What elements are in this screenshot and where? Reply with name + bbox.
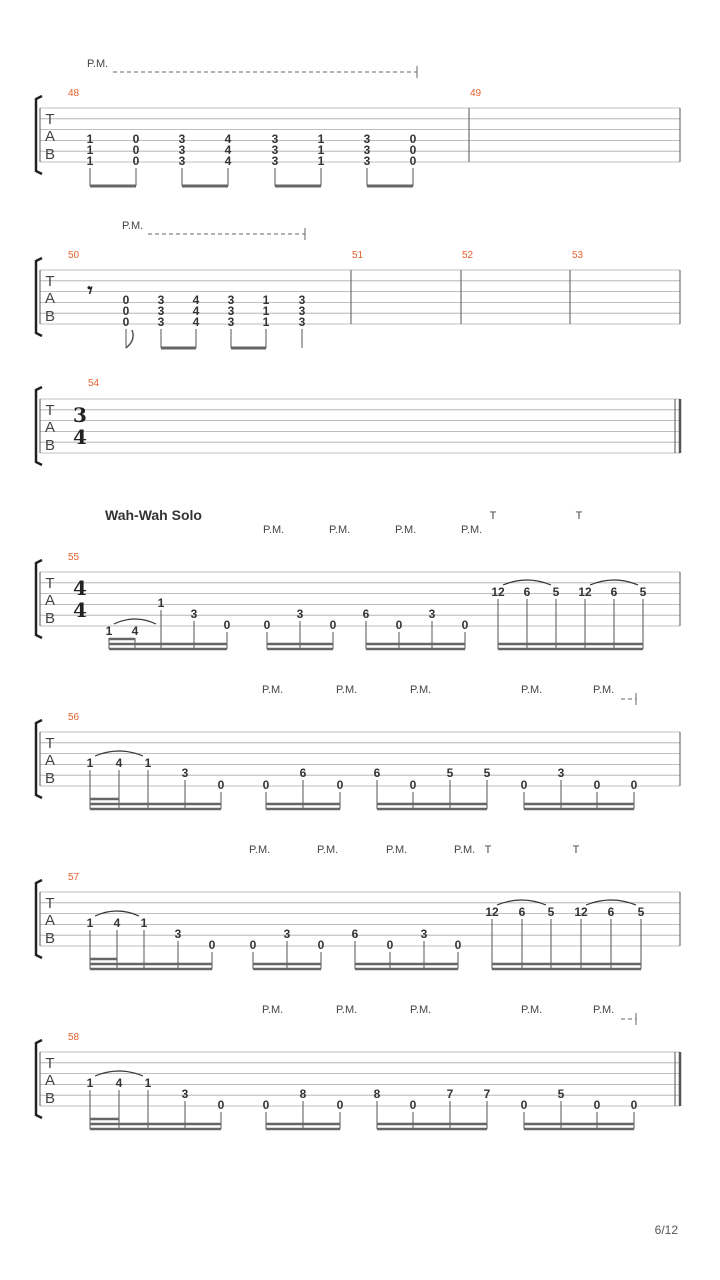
tap-marker: T [484, 844, 492, 856]
chord-fret-number: 3 [298, 315, 306, 329]
fret-number: 5 [639, 585, 647, 599]
chord-fret-number: 3 [363, 154, 371, 168]
fret-number: 8 [299, 1087, 307, 1101]
chord-fret-number: 3 [298, 293, 306, 307]
fret-number: 1 [144, 756, 152, 770]
bar-number: 58 [68, 1032, 80, 1043]
bar-number: 54 [88, 378, 100, 389]
palm-mute-marker: P.M. [521, 1004, 543, 1016]
chord-fret-number: 4 [224, 154, 232, 168]
fret-number: 0 [409, 778, 417, 792]
chord-fret-number: 3 [227, 315, 235, 329]
fret-number: 1 [157, 596, 165, 610]
fret-number: 0 [249, 938, 257, 952]
fret-number: 3 [181, 1087, 189, 1101]
fret-number: 1 [86, 1076, 94, 1090]
fret-number: 0 [395, 618, 403, 632]
fret-number: 0 [386, 938, 394, 952]
tab-clef-a: A [44, 912, 56, 929]
fret-number: 6 [351, 927, 359, 941]
palm-mute-marker: P.M. [249, 844, 271, 856]
chord-fret-number: 1 [317, 143, 325, 157]
palm-mute-marker: P.M. [521, 684, 543, 696]
chord-fret-number: 3 [157, 315, 165, 329]
fret-number: 1 [105, 624, 113, 638]
fret-number: 3 [181, 766, 189, 780]
fret-number: 6 [610, 585, 618, 599]
palm-mute-marker: P.M. [461, 524, 483, 536]
chord-fret-number: 3 [178, 132, 186, 146]
fret-number: 0 [223, 618, 231, 632]
tab-clef-b: B [44, 770, 56, 787]
palm-mute-marker: P.M. [262, 1004, 284, 1016]
fret-number: 7 [483, 1087, 491, 1101]
palm-mute-marker: P.M. [87, 58, 109, 70]
fret-number: 0 [317, 938, 325, 952]
fret-number: 3 [557, 766, 565, 780]
bar-number: 53 [572, 250, 584, 261]
bar-number: 51 [352, 250, 364, 261]
fret-number: 6 [373, 766, 381, 780]
time-signature-denominator: 4 [73, 425, 87, 449]
tab-clef-b: B [44, 146, 56, 163]
chord-fret-number: 4 [192, 293, 200, 307]
tab-clef-t: T [45, 735, 55, 752]
fret-number: 12 [574, 905, 588, 919]
chord-fret-number: 3 [271, 143, 279, 157]
chord-fret-number: 4 [224, 143, 232, 157]
tab-clef-a: A [44, 752, 56, 769]
fret-number: 5 [552, 585, 560, 599]
fret-number: 0 [208, 938, 216, 952]
palm-mute-marker: P.M. [454, 844, 476, 856]
fret-number: 12 [578, 585, 592, 599]
tab-clef-t: T [45, 111, 55, 128]
chord-fret-number: 0 [409, 132, 417, 146]
palm-mute-marker: P.M. [122, 220, 144, 232]
tab-clef-a: A [44, 1072, 56, 1089]
fret-number: 0 [263, 618, 271, 632]
fret-number: 1 [140, 916, 148, 930]
chord-fret-number: 0 [409, 154, 417, 168]
fret-number: 0 [593, 778, 601, 792]
time-signature-denominator: 4 [73, 598, 87, 622]
chord-fret-number: 1 [317, 132, 325, 146]
chord-fret-number: 3 [178, 143, 186, 157]
palm-mute-marker: P.M. [336, 684, 358, 696]
tab-clef-a: A [44, 419, 56, 436]
chord-fret-number: 1 [262, 304, 270, 318]
fret-number: 3 [296, 607, 304, 621]
chord-fret-number: 4 [192, 315, 200, 329]
chord-fret-number: 3 [157, 293, 165, 307]
chord-fret-number: 0 [122, 293, 130, 307]
tab-clef-b: B [44, 308, 56, 325]
chord-fret-number: 1 [86, 143, 94, 157]
fret-number: 4 [115, 1076, 123, 1090]
tab-clef-t: T [45, 895, 55, 912]
chord-fret-number: 0 [122, 304, 130, 318]
fret-number: 1 [86, 916, 94, 930]
chord-fret-number: 3 [227, 293, 235, 307]
fret-number: 3 [283, 927, 291, 941]
fret-number: 0 [336, 778, 344, 792]
fret-number: 6 [518, 905, 526, 919]
fret-number: 12 [485, 905, 499, 919]
tab-clef-b: B [44, 1090, 56, 1107]
fret-number: 0 [630, 1098, 638, 1112]
fret-number: 3 [428, 607, 436, 621]
eighth-flag [126, 330, 133, 348]
fret-number: 0 [217, 778, 225, 792]
chord-fret-number: 3 [271, 132, 279, 146]
chord-fret-number: 4 [192, 304, 200, 318]
fret-number: 5 [557, 1087, 565, 1101]
palm-mute-marker: P.M. [593, 1004, 615, 1016]
tab-clef-t: T [45, 402, 55, 419]
chord-fret-number: 3 [271, 154, 279, 168]
fret-number: 5 [446, 766, 454, 780]
fret-number: 0 [217, 1098, 225, 1112]
chord-fret-number: 0 [409, 143, 417, 157]
fret-number: 0 [461, 618, 469, 632]
tab-clef-a: A [44, 290, 56, 307]
fret-number: 4 [113, 916, 121, 930]
fret-number: 4 [115, 756, 123, 770]
palm-mute-marker: P.M. [336, 1004, 358, 1016]
palm-mute-marker: P.M. [593, 684, 615, 696]
palm-mute-marker: P.M. [395, 524, 417, 536]
fret-number: 0 [520, 1098, 528, 1112]
chord-fret-number: 3 [363, 143, 371, 157]
chord-fret-number: 3 [363, 132, 371, 146]
fret-number: 4 [131, 624, 139, 638]
fret-number: 0 [454, 938, 462, 952]
section-label: Wah-Wah Solo [105, 507, 202, 523]
bar-number: 55 [68, 552, 80, 563]
fret-number: 8 [373, 1087, 381, 1101]
bar-number: 49 [470, 88, 482, 99]
bar-number: 56 [68, 712, 80, 723]
palm-mute-marker: P.M. [263, 524, 285, 536]
palm-mute-marker: P.M. [317, 844, 339, 856]
fret-number: 6 [607, 905, 615, 919]
fret-number: 5 [483, 766, 491, 780]
chord-fret-number: 0 [132, 143, 140, 157]
page-number-text: 6/12 [654, 1223, 678, 1237]
tab-clef-b: B [44, 610, 56, 627]
fret-number: 1 [86, 756, 94, 770]
bar-number: 57 [68, 872, 80, 883]
bar-number: 48 [68, 88, 80, 99]
tab-clef-a: A [44, 592, 56, 609]
tap-marker: T [575, 510, 583, 522]
tap-marker: T [572, 844, 580, 856]
palm-mute-marker: P.M. [386, 844, 408, 856]
fret-number: 5 [547, 905, 555, 919]
tab-clef-t: T [45, 1055, 55, 1072]
fret-number: 1 [144, 1076, 152, 1090]
chord-fret-number: 1 [262, 315, 270, 329]
fret-number: 0 [262, 1098, 270, 1112]
fret-number: 0 [593, 1098, 601, 1112]
fret-number: 0 [630, 778, 638, 792]
tab-clef-b: B [44, 930, 56, 947]
chord-fret-number: 0 [122, 315, 130, 329]
chord-fret-number: 1 [262, 293, 270, 307]
tab-clef-a: A [44, 128, 56, 145]
chord-fret-number: 1 [86, 132, 94, 146]
fret-number: 3 [190, 607, 198, 621]
fret-number: 0 [409, 1098, 417, 1112]
fret-number: 5 [637, 905, 645, 919]
bar-number: 50 [68, 250, 80, 261]
fret-number: 0 [329, 618, 337, 632]
fret-number: 12 [491, 585, 505, 599]
fret-number: 6 [523, 585, 531, 599]
tab-clef-t: T [45, 575, 55, 592]
tap-marker: T [489, 510, 497, 522]
fret-number: 0 [262, 778, 270, 792]
palm-mute-marker: P.M. [329, 524, 351, 536]
palm-mute-marker: P.M. [262, 684, 284, 696]
fret-number: 0 [520, 778, 528, 792]
fret-number: 7 [446, 1087, 454, 1101]
tab-clef-t: T [45, 273, 55, 290]
tab-clef-b: B [44, 437, 56, 454]
chord-fret-number: 3 [298, 304, 306, 318]
eighth-rest: 𝄾 [87, 278, 93, 302]
chord-fret-number: 1 [86, 154, 94, 168]
chord-fret-number: 3 [157, 304, 165, 318]
chord-fret-number: 3 [178, 154, 186, 168]
bar-number: 52 [462, 250, 474, 261]
fret-number: 3 [420, 927, 428, 941]
chord-fret-number: 0 [132, 154, 140, 168]
chord-fret-number: 0 [132, 132, 140, 146]
fret-number: 6 [299, 766, 307, 780]
time-signature-numerator: 4 [73, 576, 87, 600]
palm-mute-marker: P.M. [410, 684, 432, 696]
chord-fret-number: 4 [224, 132, 232, 146]
fret-number: 0 [336, 1098, 344, 1112]
fret-number: 6 [362, 607, 370, 621]
palm-mute-marker: P.M. [410, 1004, 432, 1016]
chord-fret-number: 1 [317, 154, 325, 168]
fret-number: 3 [174, 927, 182, 941]
chord-fret-number: 3 [227, 304, 235, 318]
time-signature-numerator: 3 [73, 403, 87, 427]
